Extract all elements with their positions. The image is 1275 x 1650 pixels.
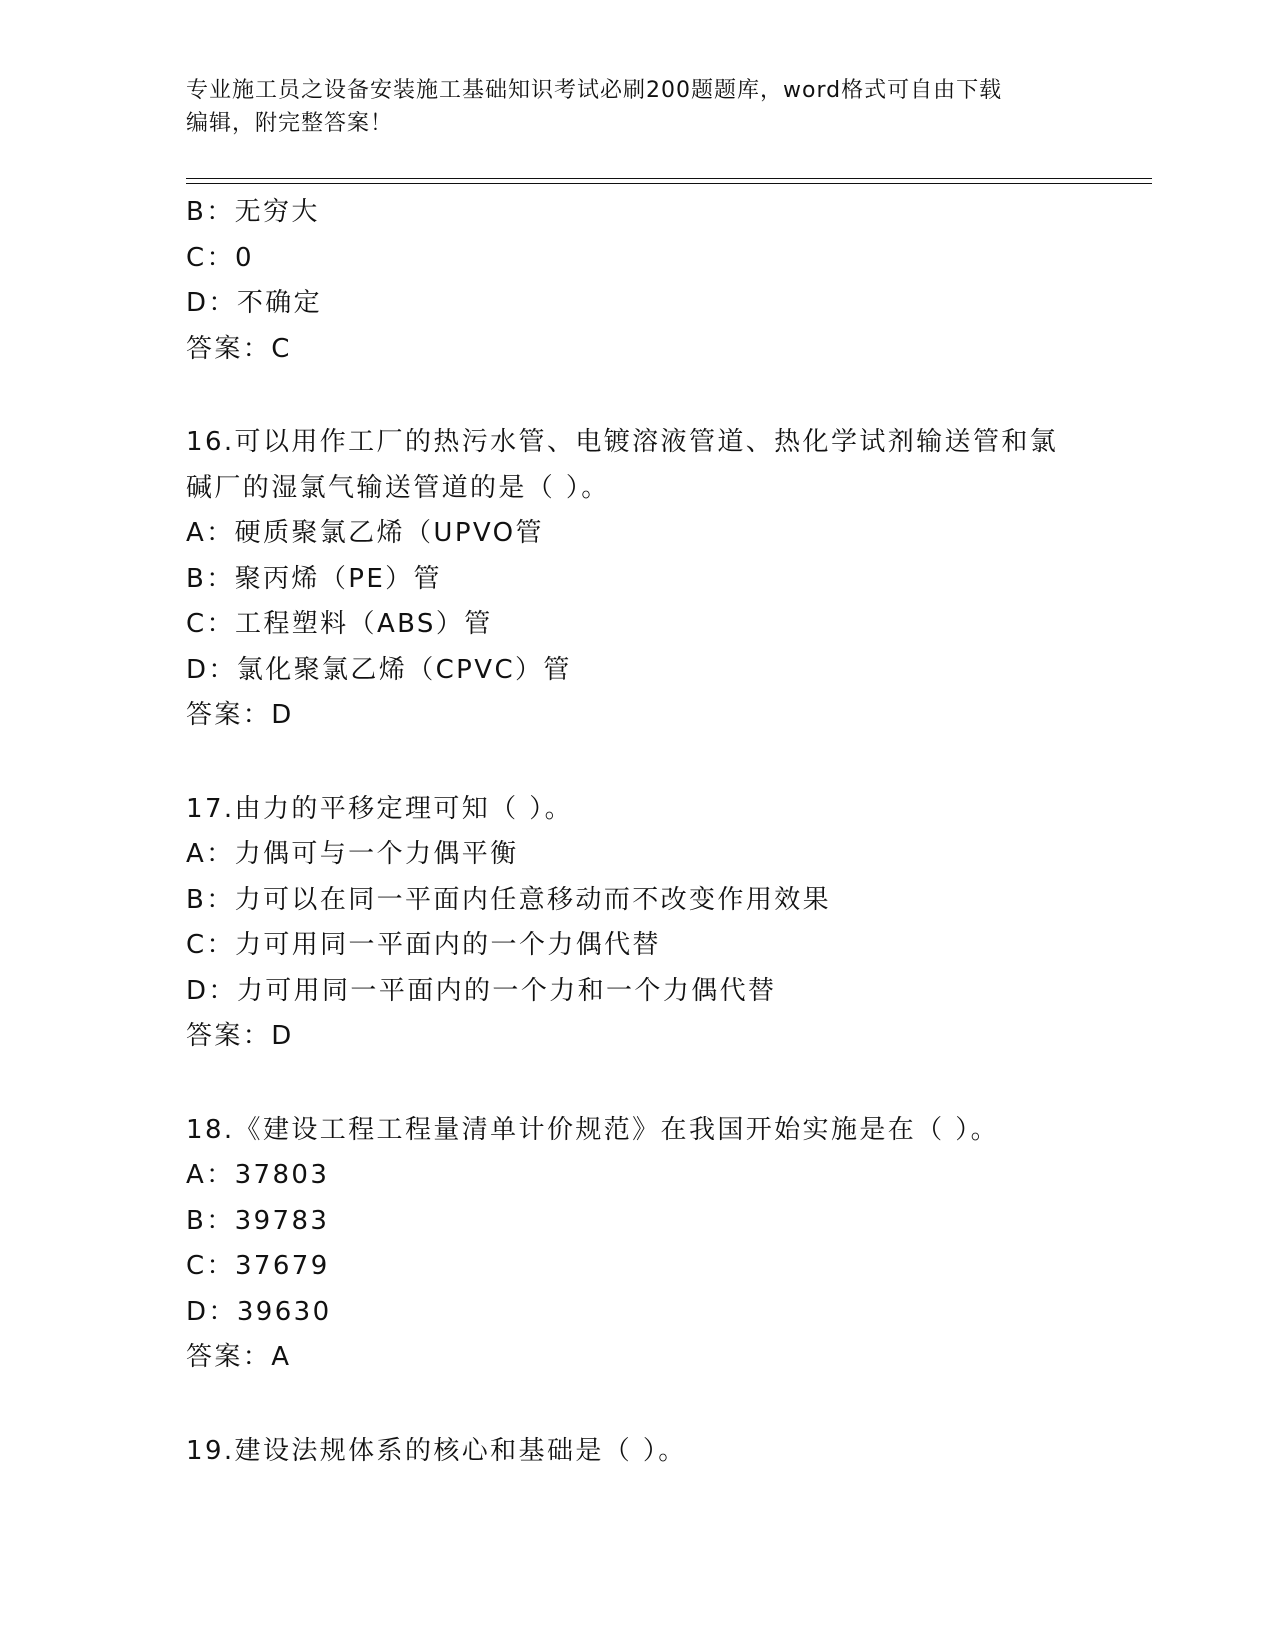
option-d: D：不确定: [186, 288, 323, 318]
option-c: C：0: [186, 242, 254, 273]
header-divider-top: [186, 178, 1152, 179]
question-17: [186, 787, 1086, 1060]
question-stem: 碱厂的湿氯气输送管道的是（ ）。: [186, 472, 610, 503]
header-line-1: 专业施工员之设备安装施工基础知识考试必刷200题题库，word格式可自由下载: [186, 78, 1003, 103]
option-d: D：氯化聚氯乙烯（CPVC）管: [186, 654, 572, 685]
option-b: B：39783: [186, 1205, 330, 1236]
question-stem: 18.《建设工程工程量清单计价规范》在我国开始实施是在（ ）。: [186, 1114, 1000, 1145]
option-a: A：力偶可与一个力偶平衡: [186, 839, 519, 869]
header-divider-bottom: [186, 183, 1152, 184]
answer: 答案：A: [186, 1342, 292, 1372]
document-header: [186, 74, 1086, 140]
question-stem: 17.由力的平移定理可知（ ）。: [186, 793, 574, 824]
question-19: [186, 1429, 1086, 1475]
option-b: B：聚丙烯（PE）管: [186, 563, 442, 594]
header-line-2: 编辑，附完整答案！: [186, 111, 394, 136]
question-16: [186, 420, 1086, 739]
question-stem: 16.可以用作工厂的热污水管、电镀溶液管道、热化学试剂输送管和氯: [186, 427, 1059, 457]
option-a: A：37803: [186, 1160, 330, 1190]
answer: 答案：D: [186, 700, 294, 730]
option-c: C：37679: [186, 1251, 330, 1281]
option-b: B：力可以在同一平面内任意移动而不改变作用效果: [186, 884, 832, 915]
option-c: C：力可用同一平面内的一个力偶代替: [186, 930, 661, 960]
option-d: D：力可用同一平面内的一个力和一个力偶代替: [186, 975, 777, 1006]
question-18: [186, 1108, 1086, 1381]
answer: 答案：D: [186, 1021, 294, 1051]
question-stem: 19.建设法规体系的核心和基础是（ ）。: [186, 1435, 687, 1466]
answer: 答案：C: [186, 333, 292, 364]
option-c: C：工程塑料（ABS）管: [186, 609, 493, 639]
option-d: D：39630: [186, 1296, 332, 1327]
option-a: A：硬质聚氯乙烯（UPVO管: [186, 518, 544, 548]
option-b: B：无穷大: [186, 197, 320, 227]
question-15-tail: [186, 190, 1086, 372]
question-list: [186, 190, 1086, 1474]
